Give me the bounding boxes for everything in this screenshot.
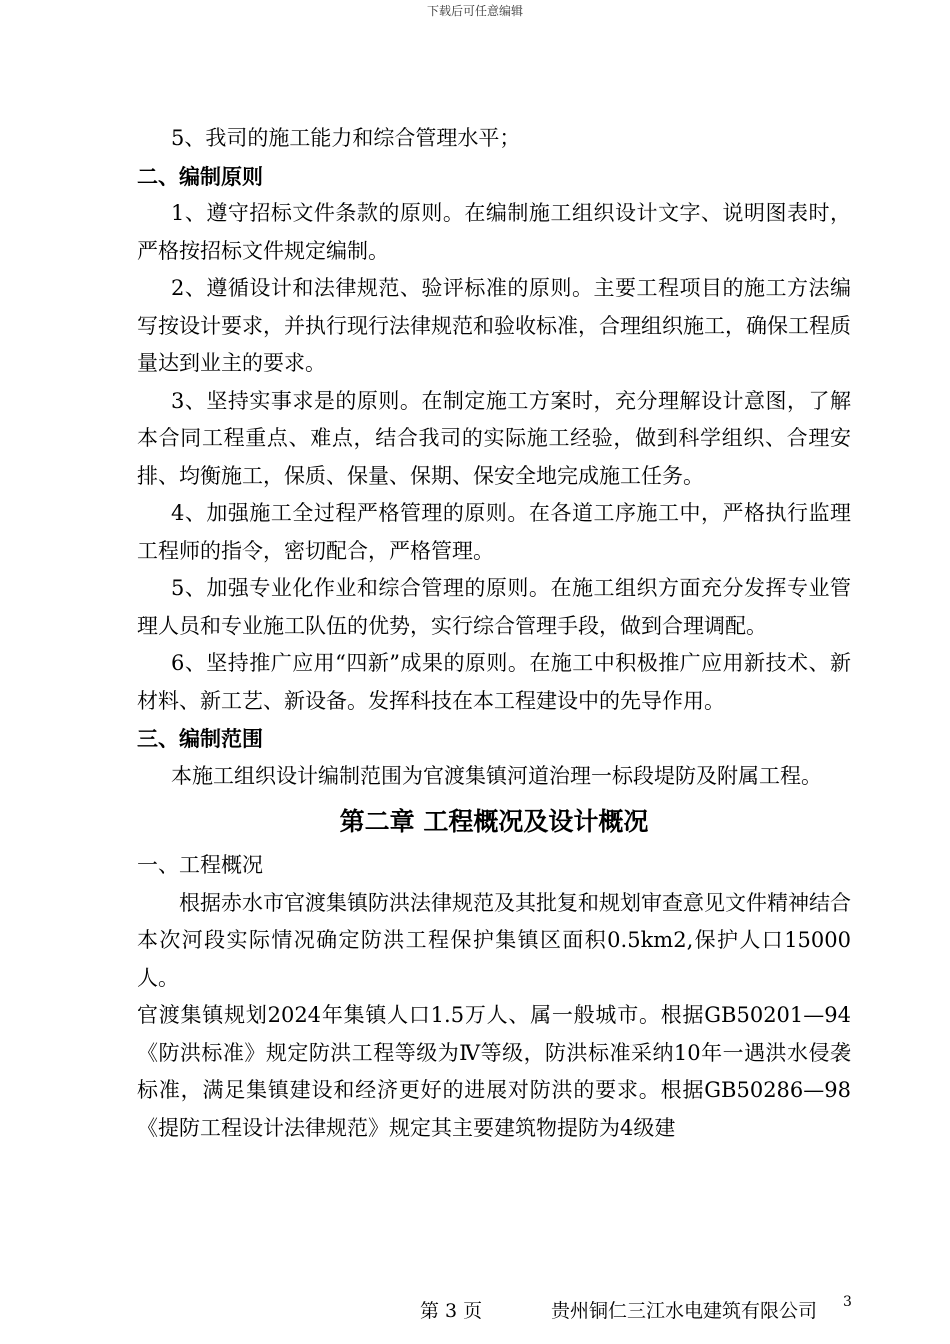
paragraph-principle-6: 6、坚持推广应用“四新”成果的原则。在施工中积极推广应用新技术、新材料、新工艺、新设备。发挥科技在本工程建设中的先导作用。 (137, 651, 851, 713)
footer-page-number: 3 (843, 1294, 852, 1310)
section-heading-scope: 三、编制范围 (137, 726, 263, 751)
header-note: 下载后可任意编辑 (426, 4, 523, 18)
footer-page-label: 第 3 页 (420, 1300, 483, 1322)
section-heading-overview: 一、工程概况 (137, 853, 263, 877)
footer-company-name: 贵州铜仁三江水电建筑有限公司 (551, 1300, 818, 1322)
paragraph-principle-1: 1、遵守招标文件条款的原则。在编制施工组织设计文字、说明图表时，严格按招标文件规定编制。 (137, 201, 851, 263)
paragraph-principle-4: 4、加强施工全过程严格管理的原则。在各道工序施工中，严格执行监理工程师的指令，密切配合，严格管理。 (137, 501, 851, 563)
paragraph-item-5: 5、我司的施工能力和综合管理水平； (171, 126, 521, 150)
document-body (137, 120, 851, 1147)
page-footer (0, 1296, 950, 1326)
paragraph-principle-5: 5、加强专业化作业和综合管理的原则。在施工组织方面充分发挥专业管理人员和专业施工队伍的优势，实行综合管理手段，做到合理调配。 (137, 576, 851, 638)
paragraph-principle-3: 3、坚持实事求是的原则。在制定施工方案时，充分理解设计意图，了解本合同工程重点、难点，结合我司的实际施工经验，做到科学组织、合理安排、均衡施工，保质、保量、保期、保安全地完成施工任务。 (137, 388, 851, 488)
chapter-title: 第二章 工程概况及设计概况 (339, 807, 649, 836)
paragraph-planning: 官渡集镇规划2024年集镇人口1.5万人、属一般城市。根据GB50201—94《防洪标准》规定防洪工程等级为Ⅳ等级，防洪标准采纳10年一遇洪水侵袭标准，满足集镇建设和经济更好的进展对防洪的要求。根据GB50286—98《提防工程设计法律规范》规定其主要建筑物提防为4级建 (137, 1003, 851, 1140)
paragraph-overview: 根据赤水市官渡集镇防洪法律规范及其批复和规划审查意见文件精神结合本次河段实际情况确定防洪工程保护集镇区面积0.5km2,保护人口15000人。 (137, 890, 851, 990)
paragraph-scope: 本施工组织设计编制范围为官渡集镇河道治理一标段堤防及附属工程。 (171, 763, 822, 788)
paragraph-principle-2: 2、遵循设计和法律规范、验评标准的原则。主要工程项目的施工方法编写按设计要求，并执行现行法律规范和验收标准，合理组织施工，确保工程质量达到业主的要求。 (137, 276, 851, 375)
section-heading-principles: 二、编制原则 (137, 163, 263, 189)
